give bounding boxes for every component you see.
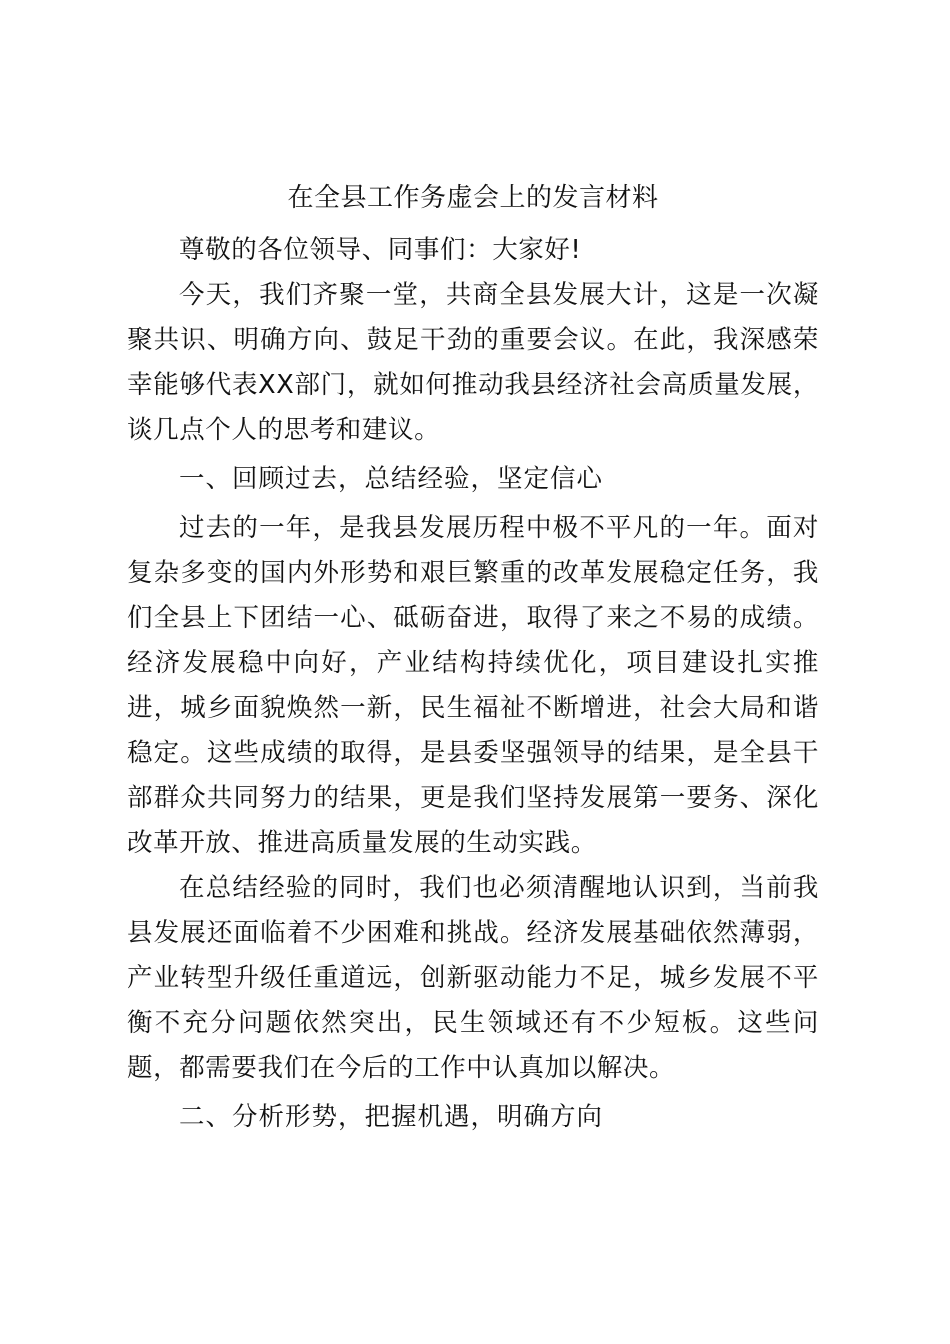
greeting-paragraph: 尊敬的各位领导、同事们：大家好! [179,235,582,265]
section1-paragraph-2: 在总结经验的同时，我们也必须清醒地认识到，当前我县发展还面临着不少困难和挑战。经济发展基础依然薄弱，产业转型升级任重道远，创新驱动能力不足，城乡发展不平衡不充分问题依然突出，民生领域还有不少短板。这些问题，都需要我们在今后的工作中认真加以解决。 [127,873,819,1083]
document-page [127,176,819,1144]
section-heading-2: 二、分析形势，把握机遇，明确方向 [179,1102,604,1132]
intro-paragraph: 今天，我们齐聚一堂，共商全县发展大计，这是一次凝聚共识、明确方向、鼓足干劲的重要会议。在此，我深感荣幸能够代表XX部门，就如何推动我县经济社会高质量发展，谈几点个人的思考和建议。 [127,280,819,445]
section-heading-1: 一、回顾过去，总结经验，坚定信心 [179,464,604,494]
section1-paragraph-1: 过去的一年，是我县发展历程中极不平凡的一年。面对复杂多变的国内外形势和艰巨繁重的改革发展稳定任务，我们全县上下团结一心、砥砺奋进，取得了来之不易的成绩。经济发展稳中向好，产业结构持续优化，项目建设扎实推进，城乡面貌焕然一新，民生福祉不断增进，社会大局和谐稳定。这些成绩的取得，是县委坚强领导的结果，是全县干部群众共同努力的结果，更是我们坚持发展第一要务、深化改革开放、推进高质量发展的生动实践。 [127,513,819,858]
document-title: 在全县工作务虚会上的发言材料 [287,183,659,213]
